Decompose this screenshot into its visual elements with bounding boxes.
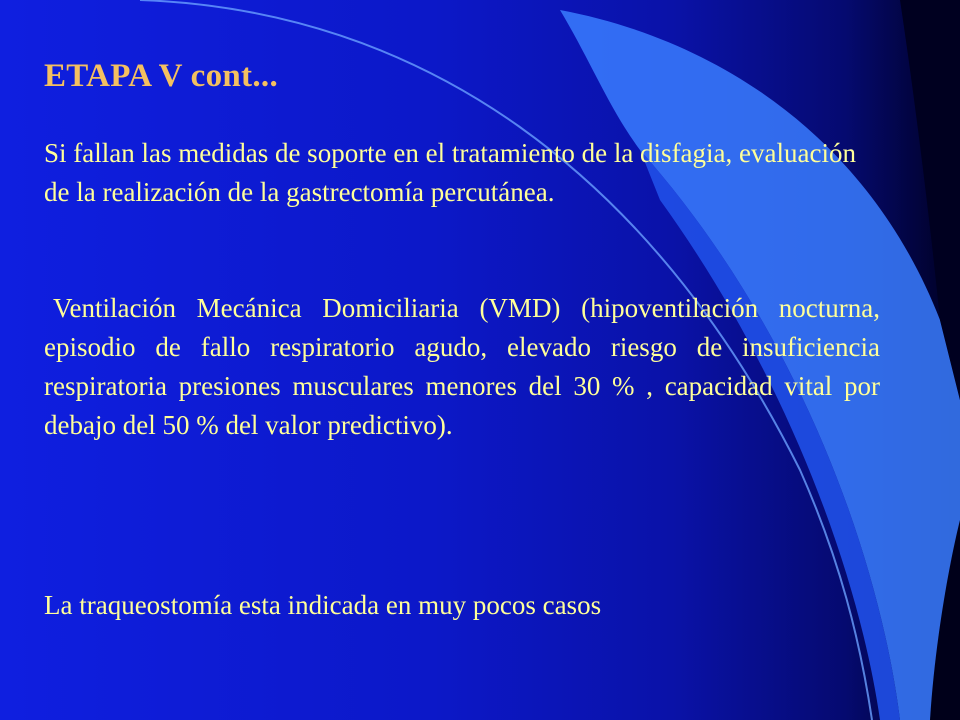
paragraph-disfagia: Si fallan las medidas de soporte en el tratamiento de la disfagia, evaluación de la realización de la gastrectomía percutánea. <box>44 138 856 207</box>
paragraph-traqueostomia: La traqueostomía esta indicada en muy pocos casos <box>44 590 602 620</box>
paragraph-vmd-text: Ventilación Mecánica Domiciliaria (VMD) (hipoventilación nocturna, episodio de fallo respiratorio agudo, elevado riesgo de insuficiencia respiratoria presiones musculares menores del 30 % , capacidad vital por debajo del 50 % del valor predictivo). <box>44 293 880 440</box>
slide-title: ETAPA V cont... <box>44 58 279 94</box>
paragraph-vmd <box>44 289 880 445</box>
